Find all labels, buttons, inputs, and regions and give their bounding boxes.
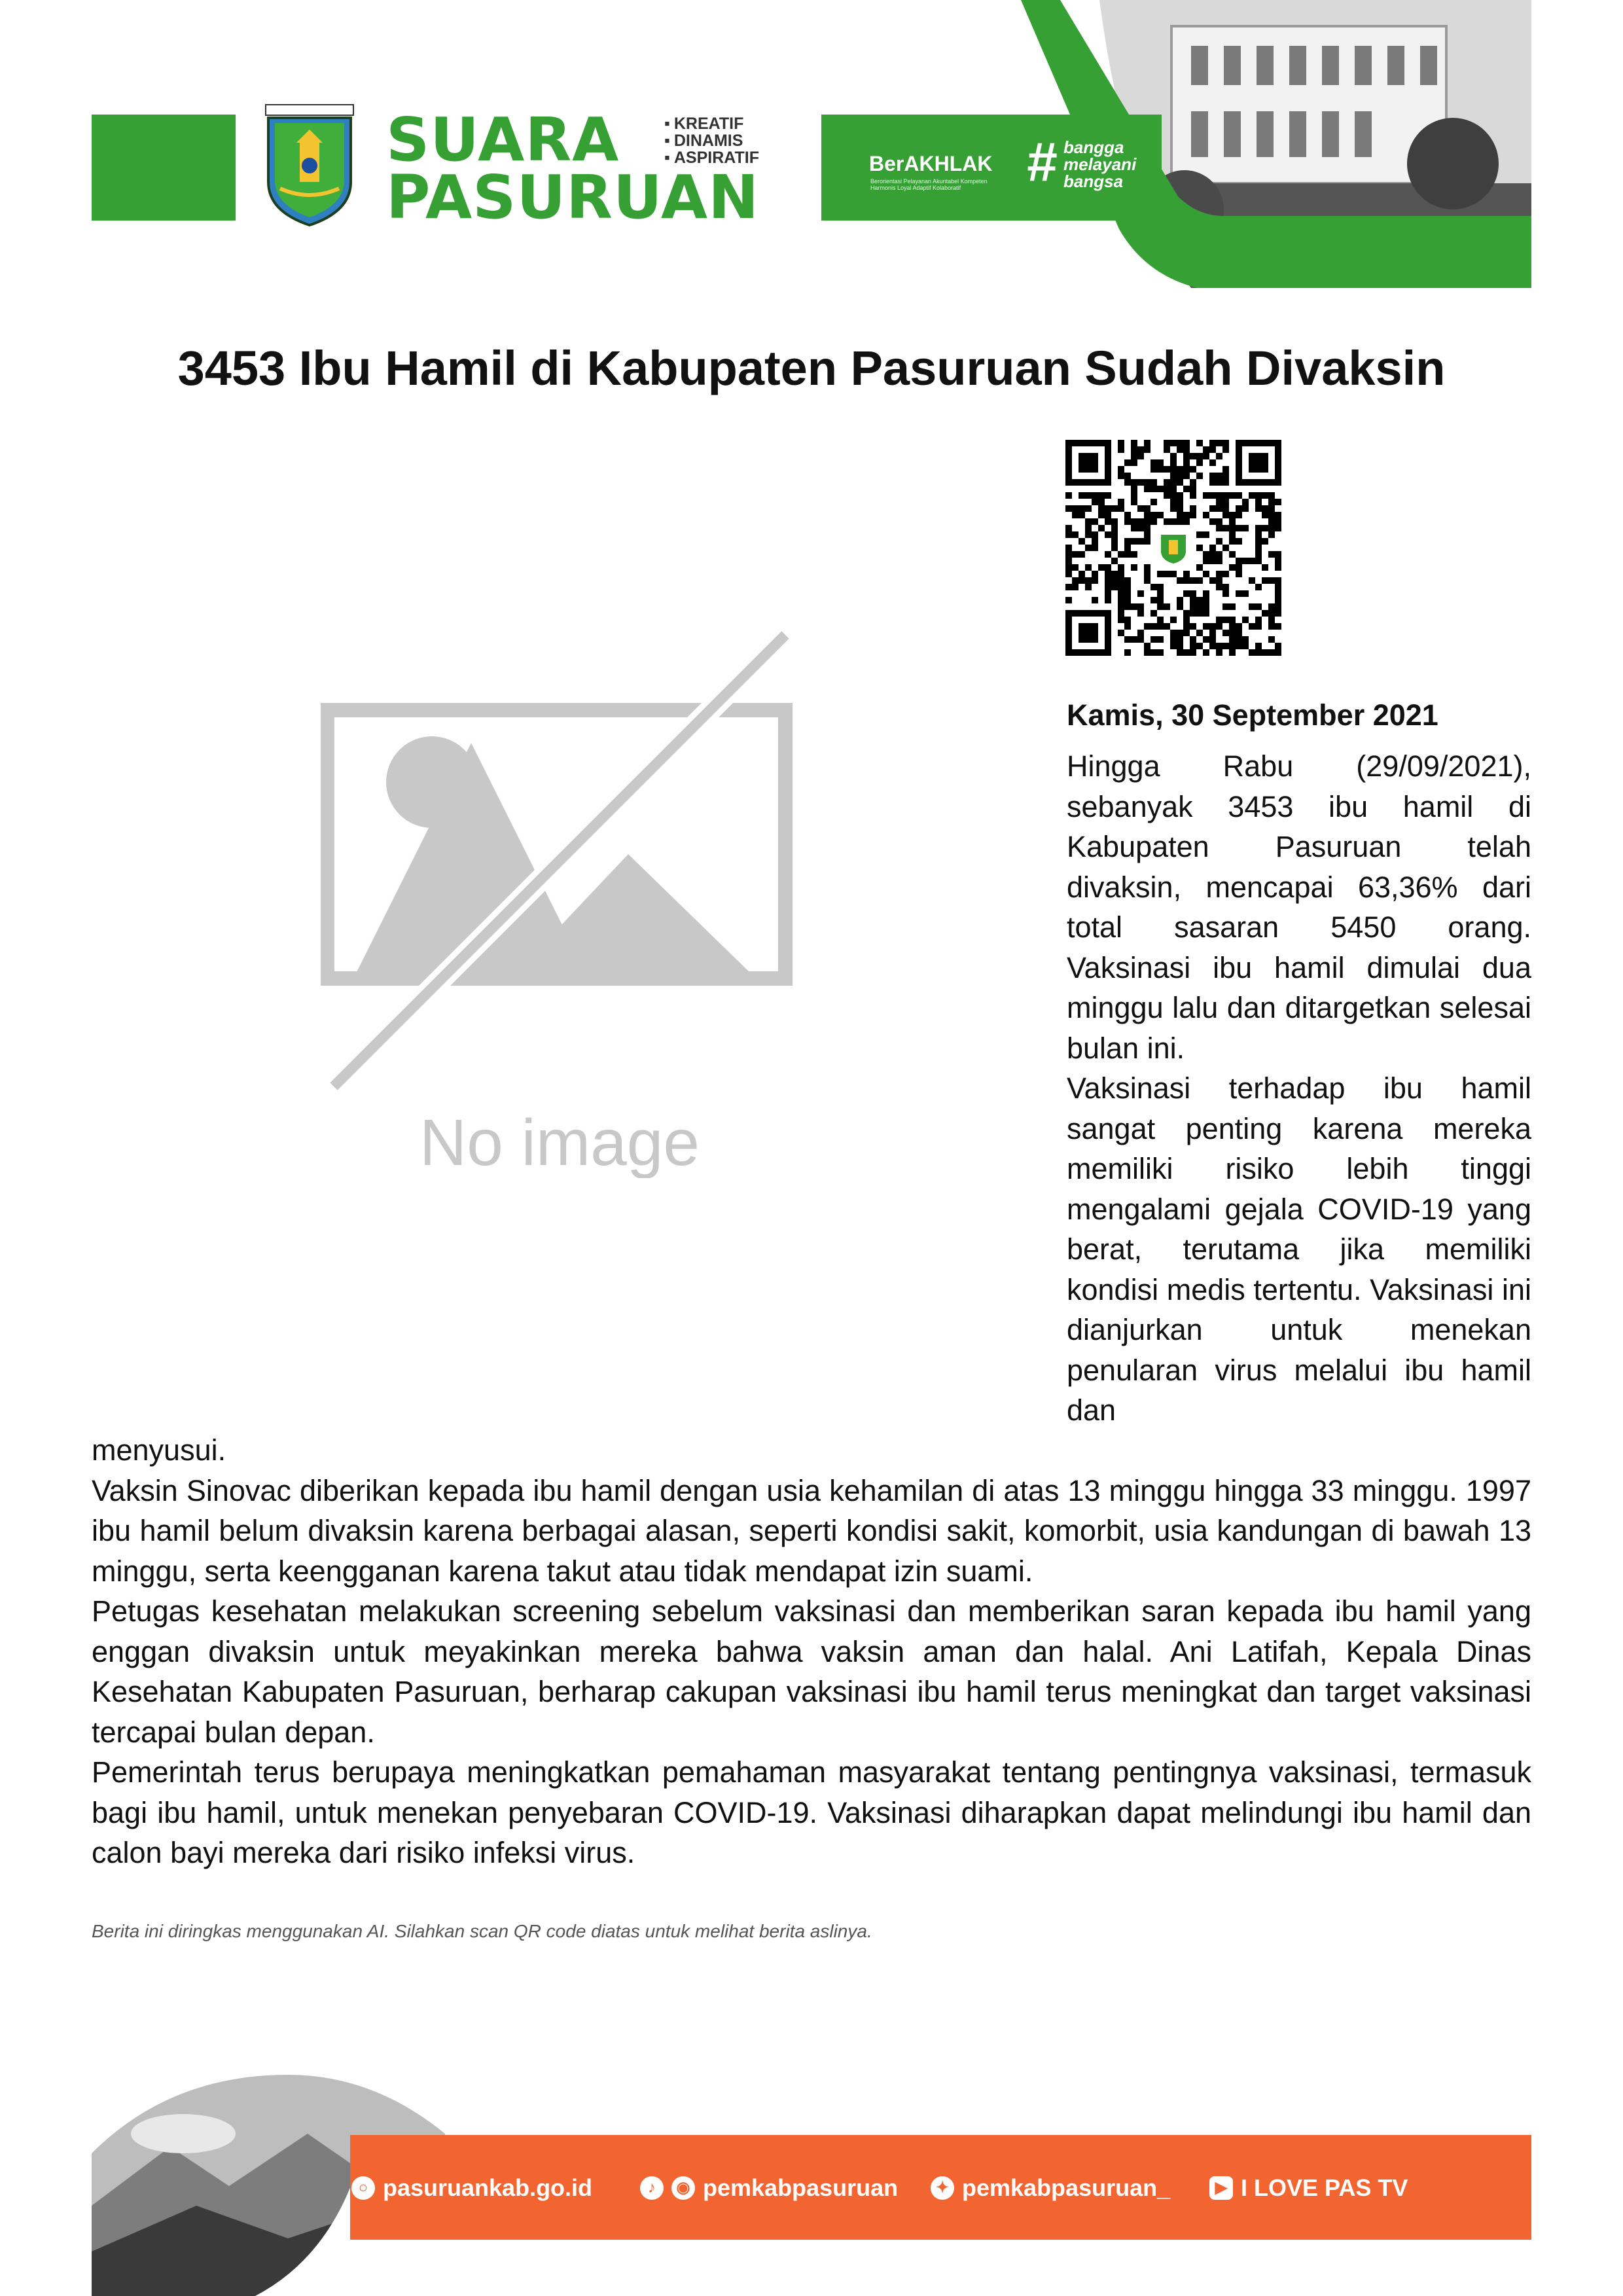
article-date: Kamis, 30 September 2021 (1067, 698, 1438, 732)
footer-youtube-link[interactable]: ▶ I LOVE PAS TV (1209, 2174, 1408, 2202)
twitter-icon: ✦ (931, 2176, 954, 2200)
globe-icon: ○ (351, 2176, 375, 2200)
tagline (664, 115, 759, 166)
article-title: 3453 Ibu Hamil di Kabupaten Pasuruan Sudah Divaksin (177, 341, 1446, 395)
pasuruan-crest-logo (260, 103, 359, 228)
youtube-icon: ▶ (1209, 2176, 1233, 2200)
article-body-right (1067, 746, 1531, 1431)
brand-line2: PASURUAN (386, 162, 760, 232)
berakhlak-logo: BerAKHLAK (869, 152, 993, 175)
no-image-label: No image (419, 1106, 700, 1178)
footer-twitter-link[interactable]: ✦ pemkabpasuruan_ (931, 2174, 1170, 2202)
footer-website-link[interactable]: ○ pasuruankab.go.id (351, 2174, 592, 2202)
article-body-full (92, 1430, 1531, 1873)
paragraph: Vaksin Sinovac diberikan kepada ibu hamil dengan usia kehamilan di atas 13 minggu hingga 33 minggu. 1997 ibu hamil belum divaksin karena berbagai alasan, seperti kondisi sakit, komorbit, usia kandungan di bawah 13 minggu, serta keengganan karena takut atau tidak mendapat izin suami. (92, 1473, 1531, 1588)
paragraph: Hingga Rabu (29/09/2021), sebanyak 3453 ibu hamil di Kabupaten Pasuruan telah divaksin, mencapai 63,36% dari total sasaran 5450 orang. Vaksinasi ibu hamil dimulai dua minggu lalu dan ditargetkan selesai bulan ini. (1067, 749, 1531, 1065)
header-green-block (92, 115, 236, 221)
instagram-icon: ◉ (671, 2176, 695, 2200)
no-image-placeholder (321, 628, 812, 1178)
tiktok-icon: ♪ (640, 2176, 664, 2200)
qr-code[interactable] (1065, 440, 1281, 656)
paragraph: Pemerintah terus berupaya meningkatkan pemahaman masyarakat tentang pentingnya vaksinasi, termasuk bagi ibu hamil, untuk menekan penyebaran COVID-19. Vaksinasi diharapkan dapat melindungi ibu hamil dan calon bayi mereka dari risiko infeksi virus. (92, 1755, 1531, 1869)
tagline-item: ▪ KREATIF (664, 115, 759, 132)
berakhlak-subtitle: Berorientasi Pelayanan Akuntabel Kompeten Harmonis Loyal Adaptif Kolaboratif (870, 178, 988, 191)
paragraph: Petugas kesehatan melakukan screening sebelum vaksinasi dan memberikan saran kepada ibu hamil yang enggan divaksin untuk meyakinkan mereka bahwa vaksin aman dan halal. Ani Latifah, Kepala Dinas Kesehatan Kabupaten Pasuruan, berharap cakupan vaksinasi ibu hamil terus meningkat dan target vaksinasi tercapai bulan depan. (92, 1594, 1531, 1749)
paragraph: Vaksinasi terhadap ibu hamil sangat penting karena mereka memiliki risiko lebih tinggi mengalami gejala COVID-19 yang berat, terutama jika memiliki kondisi medis tertentu. Vaksinasi ini dianjurkan untuk menekan penularan virus melalui ibu hamil dan (1067, 1071, 1531, 1427)
footer-instagram-tiktok-link[interactable]: ♪ ◉ pemkabpasuruan (640, 2174, 898, 2202)
tagline-item: ▪ DINAMIS (664, 132, 759, 149)
tagline-item: ▪ ASPIRATIF (664, 149, 759, 166)
bangga-melayani-bangsa-logo: bangga melayani bangsa (1063, 137, 1137, 191)
ai-summary-note: Berita ini diringkas menggunakan AI. Silahkan scan QR code diatas untuk melihat berita aslinya. (92, 1921, 872, 1941)
brand-line1: SUARA (386, 105, 620, 175)
paragraph: menyusui. (92, 1433, 226, 1467)
hashtag-icon: # (1026, 131, 1057, 192)
